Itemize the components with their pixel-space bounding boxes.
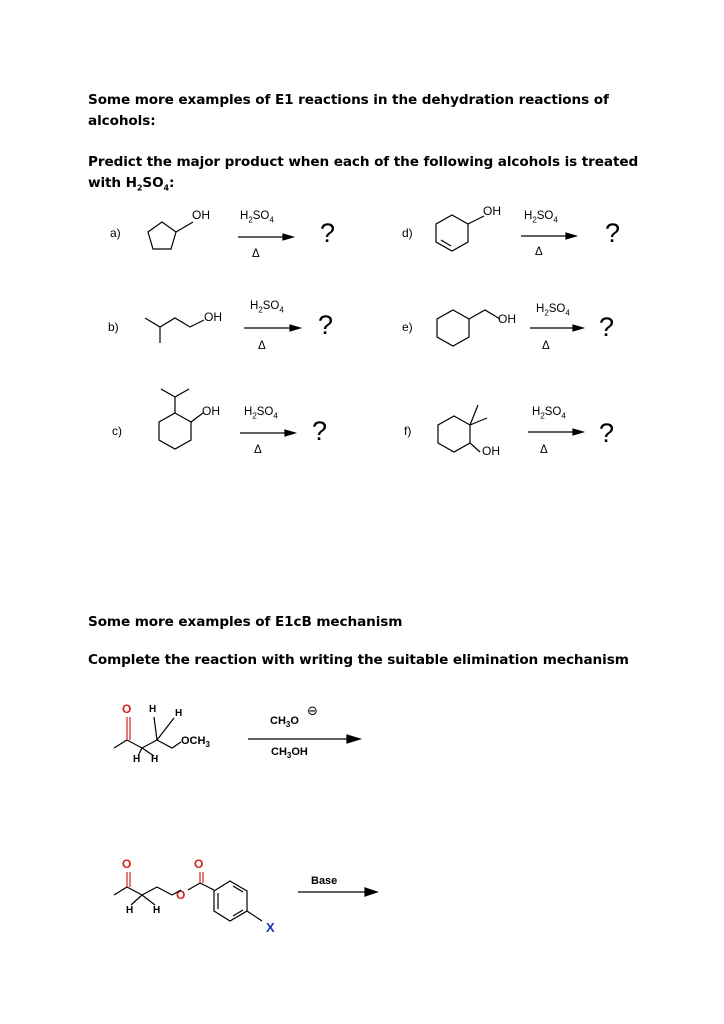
reaction-d-label: d) — [402, 226, 413, 240]
reaction-d-oh: OH — [483, 204, 501, 218]
reaction-arrows — [238, 233, 583, 896]
reaction-d-reagent: $H_2SO_4$ — [524, 210, 558, 225]
reaction-a-product: ? — [320, 218, 336, 248]
reaction-f-oh: OH — [482, 444, 500, 458]
reaction-a-oh: OH — [192, 208, 210, 222]
reaction-f-heat: Δ — [540, 444, 548, 456]
reaction-c-label: c) — [112, 424, 122, 438]
reaction-b-product: ? — [318, 310, 334, 340]
reaction-a-label: a) — [110, 226, 121, 240]
reaction-c-reagent: $H_2SO_4$ — [244, 406, 278, 421]
e1cb2-reagent-base: Base — [311, 875, 338, 887]
reaction-c-oh: OH — [202, 404, 220, 418]
reaction-f-product: ? — [599, 418, 615, 448]
reaction-e-reagent: $H_2SO_4$ — [536, 303, 570, 318]
reaction-e-heat: Δ — [542, 340, 550, 352]
e1cb1-h-top-1: H — [149, 704, 157, 715]
reaction-c-alcohol — [159, 389, 203, 449]
e1cb1-h-top-2: H — [175, 708, 183, 719]
reaction-a-cyclopentanol — [148, 222, 193, 249]
reaction-b-alcohol — [145, 318, 204, 343]
reaction-a-reagent: $H_2SO_4$ — [240, 210, 274, 225]
e1cb2-h-1: H — [126, 905, 134, 916]
e1cb2-molecule — [114, 872, 262, 921]
e1cb1-h-bottom-2: H — [151, 754, 159, 765]
e1cb2-carbonyl-o-1: O — [122, 857, 132, 871]
reaction-b-reagent: $H_2SO_4$ — [250, 300, 284, 315]
e1cb1-h-bottom-1: H — [133, 754, 141, 765]
e1cb1-reagent-bottom: $CH_3OH$ — [271, 746, 308, 761]
reaction-e-oh: OH — [498, 312, 516, 326]
e1cb1-carbonyl-o: O — [122, 702, 132, 716]
reaction-c-heat: Δ — [254, 444, 262, 456]
e1cb2-carbonyl-o-2: O — [194, 857, 204, 871]
reaction-d-cyclohexenylmethanol — [436, 215, 484, 251]
e1cb2-h-2: H — [153, 905, 161, 916]
reaction-f-reagent: $H_2SO_4$ — [532, 406, 566, 421]
reaction-e-cyclohexylethanol — [437, 310, 500, 346]
e1cb2-ester-o: O — [176, 888, 186, 902]
reaction-d-heat: Δ — [535, 246, 543, 258]
reaction-e-product: ? — [599, 312, 615, 342]
e1cb1-och3: $OCH_3$ — [181, 735, 210, 750]
reaction-c-product: ? — [312, 416, 328, 446]
reaction-b-oh: OH — [204, 310, 222, 324]
section1-prompt: Predict the major product when each of the following alcohols is treated with $H_2SO_4$: — [88, 154, 639, 193]
section2-title: Some more examples of E1cB mechanism — [88, 614, 403, 630]
reaction-f-label: f) — [404, 424, 412, 438]
reaction-b-label: b) — [108, 320, 119, 334]
e1cb2-substituent-x: X — [266, 920, 275, 935]
section2-prompt: Complete the reaction with writing the suitable elimination mechanism — [88, 652, 629, 668]
section1-title: Some more examples of E1 reactions in the dehydration reactions of alcohols: — [88, 92, 609, 129]
reaction-d-product: ? — [605, 218, 621, 248]
e1cb1-molecule — [114, 717, 181, 756]
e1cb1-reagent-top: $CH_3O$ — [270, 715, 299, 730]
reaction-a-heat: Δ — [252, 248, 260, 260]
reaction-f-methylcyclohexanol — [438, 405, 487, 452]
reaction-e-label: e) — [402, 320, 413, 334]
e1cb1-charge: ⊖ — [307, 703, 318, 718]
reaction-b-heat: Δ — [258, 340, 266, 352]
